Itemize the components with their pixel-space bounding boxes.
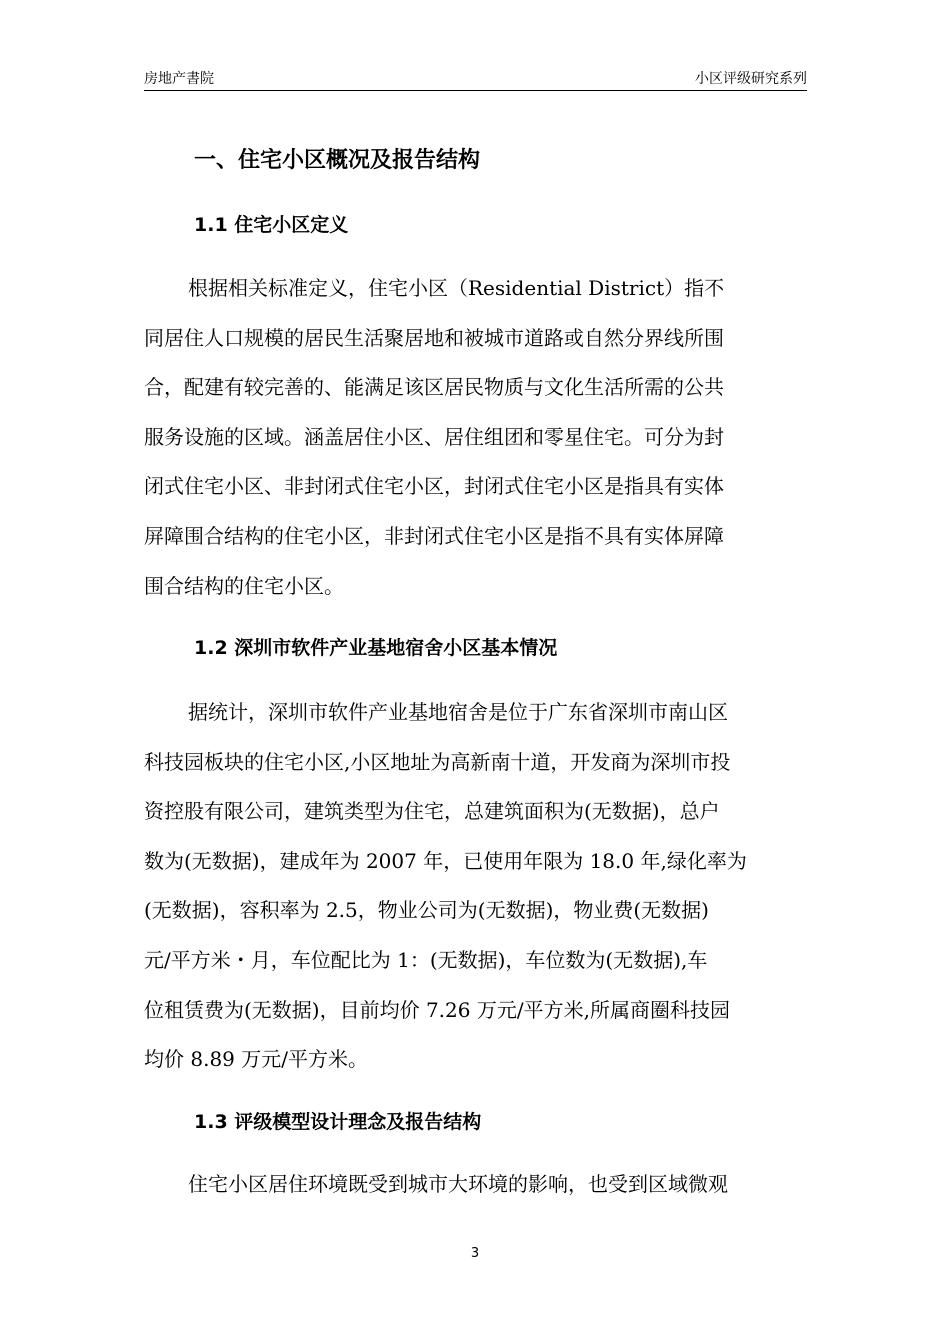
paragraph-line: 元/平方米・月，车位配比为 1：(无数据)，车位数为(无数据),车	[144, 947, 708, 972]
paragraph-line: (无数据)，容积率为 2.5，物业公司为(无数据)，物业费(无数据)	[144, 898, 709, 923]
paragraph-definition	[144, 264, 808, 611]
paragraph-line: 均价 8.89 万元/平方米。	[144, 1047, 368, 1072]
paragraph-line: 合，配建有较完善的、能满足该区居民物质与文化生活所需的公共	[144, 375, 724, 400]
paragraph-line: 同居住人口规模的居民生活聚居地和被城市道路或自然分界线所围	[144, 325, 724, 350]
paragraph-line: 住宅小区居住环境既受到城市大环境的影响，也受到区域微观	[188, 1172, 728, 1196]
page-number: 3	[470, 1246, 480, 1261]
paragraph-line: 围合结构的住宅小区。	[144, 573, 344, 598]
section-title: 一、住宅小区概况及报告结构	[194, 148, 481, 173]
subsection-title-1-2: 1.2 深圳市软件产业基地宿舍小区基本情况	[194, 637, 558, 659]
header-publisher: 房地产書院	[144, 71, 214, 87]
paragraph-line: 屏障围合结构的住宅小区，非封闭式住宅小区是指不具有实体屏障	[144, 523, 724, 548]
paragraph-line: 据统计，深圳市软件产业基地宿舍是位于广东省深圳市南山区	[188, 700, 728, 724]
paragraph-line: 资控股有限公司，建筑类型为住宅，总建筑面积为(无数据)，总户	[144, 799, 720, 824]
paragraph-line: 闭式住宅小区、非封闭式住宅小区，封闭式住宅小区是指具有实体	[144, 474, 724, 499]
subsection-title-1-3: 1.3 评级模型设计理念及报告结构	[194, 1111, 482, 1133]
page-header	[144, 66, 807, 91]
paragraph-line: 根据相关标准定义，住宅小区（Residential District）指不	[188, 276, 725, 300]
paragraph-basic-info	[144, 688, 808, 1085]
paragraph-line: 科技园板块的住宅小区,小区地址为高新南十道，开发商为深圳市投	[144, 749, 731, 774]
paragraph-line: 位租赁费为(无数据)，目前均价 7.26 万元/平方米,所属商圈科技园	[144, 997, 730, 1022]
paragraph-model-design	[144, 1160, 808, 1210]
subsection-title-1-1: 1.1 住宅小区定义	[194, 214, 349, 236]
paragraph-line: 服务设施的区域。涵盖居住小区、居住组团和零星住宅。可分为封	[144, 424, 724, 449]
paragraph-line: 数为(无数据)，建成年为 2007 年，已使用年限为 18.0 年,绿化率为	[144, 848, 747, 873]
header-series-title: 小区评级研究系列	[695, 71, 807, 87]
